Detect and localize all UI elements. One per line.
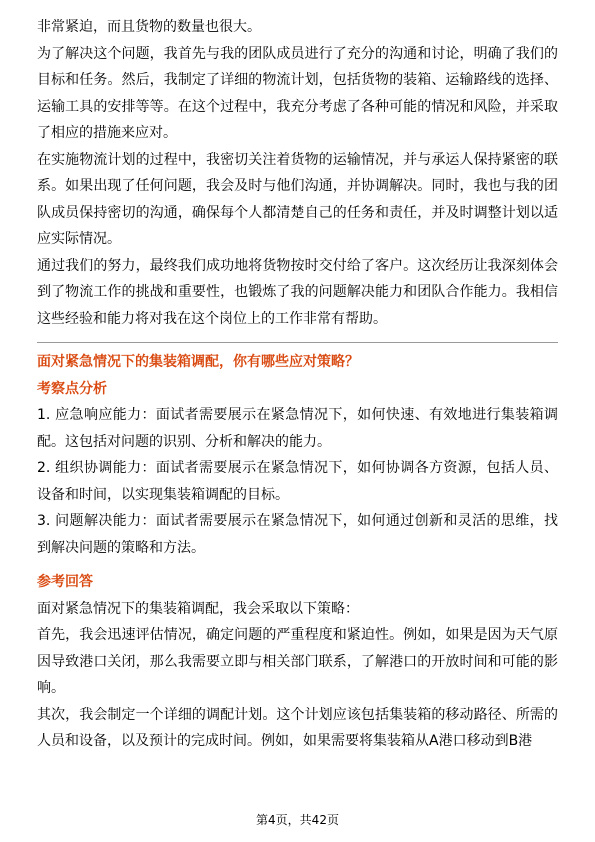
- analysis-item: 2. 组织协调能力：面试者需要展示在紧急情况下，如何协调各方资源，包括人员、设备和时间，以实现集装箱调配的目标。: [37, 460, 558, 503]
- intro-paragraph: 为了解决这个问题，我首先与我的团队成员进行了充分的沟通和讨论，明确了我们的目标和任务。然后，我制定了详细的物流计划，包括货物的装箱、运输路线的选择、运输工具的安排等等。在这个过程中，我充分考虑了各种可能的情况和风险，并采取了相应的措施来应对。: [37, 45, 558, 141]
- question-title: 面对紧急情况下的集装箱调配，你有哪些应对策略？: [37, 354, 359, 370]
- answer-paragraph: 面对紧急情况下的集装箱调配，我会采取以下策略：: [37, 600, 359, 617]
- analysis-item: 1. 应急响应能力：面试者需要展示在紧急情况下，如何快速、有效地进行集装箱调配。这包括对问题的识别、分析和解决的能力。: [37, 407, 558, 450]
- document-page: [37, 14, 558, 755]
- analysis-heading: 考察点分析: [37, 380, 107, 397]
- intro-paragraph: 非常紧迫，而且货物的数量也很大。: [37, 19, 261, 35]
- intro-paragraph: 通过我们的努力，最终我们成功地将货物按时交付给了客户。这次经历让我深刻体会到了物流工作的挑战和重要性，也锻炼了我的问题解决能力和团队合作能力。我相信这些经验和能力将对我在这个岗位上的工作非常有帮助。: [37, 257, 558, 327]
- answer-heading: 参考回答: [37, 574, 93, 590]
- answer-paragraph: 其次，我会制定一个详细的调配计划。这个计划应该包括集装箱的移动路径、所需的人员和设备，以及预计的完成时间。例如，如果需要将集装箱从A港口移动到B港: [37, 706, 558, 749]
- page-number: 第4页，共42页: [256, 813, 339, 827]
- answer-paragraph: 首先，我会迅速评估情况，确定问题的严重程度和紧迫性。例如，如果是因为天气原因导致港口关闭，那么我需要立即与相关部门联系，了解港口的开放时间和可能的影响。: [37, 627, 558, 696]
- intro-paragraph: 在实施物流计划的过程中，我密切关注着货物的运输情况，并与承运人保持紧密的联系。如果出现了任何问题，我会及时与他们沟通，并协调解决。同时，我也与我的团队成员保持密切的沟通，确保每个人都清楚自己的任务和责任，并及时调整计划以适应实际情况。: [37, 151, 558, 247]
- analysis-item: 3. 问题解决能力：面试者需要展示在紧急情况下，如何通过创新和灵活的思维，找到解决问题的策略和方法。: [37, 513, 558, 556]
- section-divider: [37, 342, 558, 343]
